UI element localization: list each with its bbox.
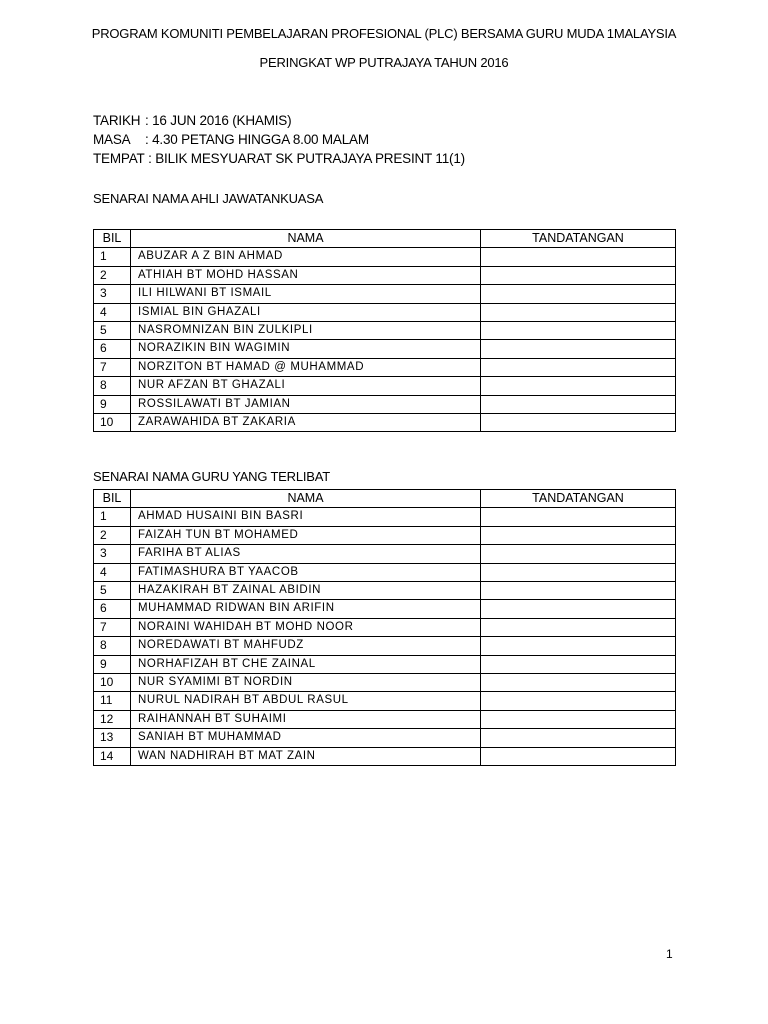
table-row bbox=[94, 637, 676, 655]
signature-cell[interactable] bbox=[481, 729, 676, 747]
member-name: RAIHANNAH BT SUHAIMI bbox=[131, 710, 481, 728]
table-row bbox=[94, 692, 676, 710]
member-name: ILI HILWANI BT ISMAIL bbox=[131, 285, 481, 303]
time-line bbox=[93, 132, 369, 147]
row-number: 12 bbox=[94, 710, 131, 728]
row-number: 1 bbox=[94, 248, 131, 266]
date-line bbox=[93, 113, 291, 128]
signature-cell[interactable] bbox=[481, 545, 676, 563]
column-header-bil: BIL bbox=[94, 230, 131, 248]
row-number: 5 bbox=[94, 582, 131, 600]
row-number: 9 bbox=[94, 395, 131, 413]
signature-cell[interactable] bbox=[481, 692, 676, 710]
table-row bbox=[94, 600, 676, 618]
row-number: 3 bbox=[94, 285, 131, 303]
venue-label: TEMPAT bbox=[93, 151, 145, 166]
table-row bbox=[94, 340, 676, 358]
member-name: SANIAH BT MUHAMMAD bbox=[131, 729, 481, 747]
signature-cell[interactable] bbox=[481, 508, 676, 526]
signature-cell[interactable] bbox=[481, 395, 676, 413]
member-name: NUR AFZAN BT GHAZALI bbox=[131, 377, 481, 395]
table-row bbox=[94, 266, 676, 284]
row-number: 6 bbox=[94, 340, 131, 358]
signature-cell[interactable] bbox=[481, 637, 676, 655]
member-name: FATIMASHURA BT YAACOB bbox=[131, 563, 481, 581]
member-name: ABUZAR A Z BIN AHMAD bbox=[131, 248, 481, 266]
table-row bbox=[94, 710, 676, 728]
signature-cell[interactable] bbox=[481, 303, 676, 321]
row-number: 2 bbox=[94, 266, 131, 284]
signature-cell[interactable] bbox=[481, 285, 676, 303]
row-number: 10 bbox=[94, 674, 131, 692]
signature-cell[interactable] bbox=[481, 358, 676, 376]
row-number: 7 bbox=[94, 358, 131, 376]
page-number: 1 bbox=[666, 947, 673, 961]
venue-line bbox=[93, 151, 465, 166]
row-number: 1 bbox=[94, 508, 131, 526]
table-row bbox=[94, 285, 676, 303]
table-row bbox=[94, 303, 676, 321]
table-row bbox=[94, 545, 676, 563]
table-row bbox=[94, 358, 676, 376]
signature-cell[interactable] bbox=[481, 563, 676, 581]
row-number: 2 bbox=[94, 526, 131, 544]
document-subtitle: PERINGKAT WP PUTRAJAYA TAHUN 2016 bbox=[259, 55, 509, 70]
row-number: 11 bbox=[94, 692, 131, 710]
table-row bbox=[94, 563, 676, 581]
time-label: MASA bbox=[93, 132, 131, 147]
member-name: WAN NADHIRAH BT MAT ZAIN bbox=[131, 747, 481, 765]
date-label: TARIKH bbox=[93, 113, 141, 128]
table-header-row bbox=[94, 490, 676, 508]
document-title: PROGRAM KOMUNITI PEMBELAJARAN PROFESIONAL (PLC) BERSAMA GURU MUDA 1MALAYSIA bbox=[91, 26, 677, 41]
signature-cell[interactable] bbox=[481, 710, 676, 728]
member-name: MUHAMMAD RIDWAN BIN ARIFIN bbox=[131, 600, 481, 618]
row-number: 8 bbox=[94, 637, 131, 655]
table-row bbox=[94, 747, 676, 765]
column-header-nama: NAMA bbox=[131, 490, 481, 508]
member-name: NORAZIKIN BIN WAGIMIN bbox=[131, 340, 481, 358]
column-header-bil: BIL bbox=[94, 490, 131, 508]
row-number: 6 bbox=[94, 600, 131, 618]
member-name: FAIZAH TUN BT MOHAMED bbox=[131, 526, 481, 544]
table-row bbox=[94, 248, 676, 266]
member-name: NURUL NADIRAH BT ABDUL RASUL bbox=[131, 692, 481, 710]
signature-cell[interactable] bbox=[481, 747, 676, 765]
committee-table bbox=[93, 229, 676, 432]
signature-cell[interactable] bbox=[481, 674, 676, 692]
row-number: 13 bbox=[94, 729, 131, 747]
signature-cell[interactable] bbox=[481, 377, 676, 395]
signature-cell[interactable] bbox=[481, 655, 676, 673]
member-name: ZARAWAHIDA BT ZAKARIA bbox=[131, 414, 481, 432]
teachers-table bbox=[93, 489, 676, 766]
member-name: HAZAKIRAH BT ZAINAL ABIDIN bbox=[131, 582, 481, 600]
column-header-nama: NAMA bbox=[131, 230, 481, 248]
date-value: : 16 JUN 2016 (KHAMIS) bbox=[145, 113, 292, 128]
teachers-section-title: SENARAI NAMA GURU YANG TERLIBAT bbox=[93, 469, 331, 484]
signature-cell[interactable] bbox=[481, 266, 676, 284]
member-name: NORAINI WAHIDAH BT MOHD NOOR bbox=[131, 618, 481, 636]
member-name: ISMIAL BIN GHAZALI bbox=[131, 303, 481, 321]
table-row bbox=[94, 655, 676, 673]
signature-cell[interactable] bbox=[481, 340, 676, 358]
row-number: 10 bbox=[94, 414, 131, 432]
row-number: 4 bbox=[94, 563, 131, 581]
row-number: 8 bbox=[94, 377, 131, 395]
signature-cell[interactable] bbox=[481, 618, 676, 636]
signature-cell[interactable] bbox=[481, 600, 676, 618]
row-number: 3 bbox=[94, 545, 131, 563]
member-name: NORHAFIZAH BT CHE ZAINAL bbox=[131, 655, 481, 673]
table-header-row bbox=[94, 230, 676, 248]
table-row bbox=[94, 377, 676, 395]
column-header-tandatangan: TANDATANGAN bbox=[481, 490, 676, 508]
signature-cell[interactable] bbox=[481, 322, 676, 340]
signature-cell[interactable] bbox=[481, 582, 676, 600]
member-name: NUR SYAMIMI BT NORDIN bbox=[131, 674, 481, 692]
table-row bbox=[94, 729, 676, 747]
table-row bbox=[94, 395, 676, 413]
row-number: 9 bbox=[94, 655, 131, 673]
row-number: 14 bbox=[94, 747, 131, 765]
table-row bbox=[94, 582, 676, 600]
table-row bbox=[94, 322, 676, 340]
member-name: AHMAD HUSAINI BIN BASRI bbox=[131, 508, 481, 526]
committee-section-title: SENARAI NAMA AHLI JAWATANKUASA bbox=[93, 191, 324, 206]
signature-cell[interactable] bbox=[481, 414, 676, 432]
signature-cell[interactable] bbox=[481, 526, 676, 544]
member-name: ATHIAH BT MOHD HASSAN bbox=[131, 266, 481, 284]
time-value: : 4.30 PETANG HINGGA 8.00 MALAM bbox=[145, 132, 369, 147]
column-header-tandatangan: TANDATANGAN bbox=[481, 230, 676, 248]
table-row bbox=[94, 674, 676, 692]
table-row bbox=[94, 618, 676, 636]
member-name: ROSSILAWATI BT JAMIAN bbox=[131, 395, 481, 413]
row-number: 7 bbox=[94, 618, 131, 636]
member-name: NASROMNIZAN BIN ZULKIPLI bbox=[131, 322, 481, 340]
table-row bbox=[94, 508, 676, 526]
table-row bbox=[94, 414, 676, 432]
row-number: 5 bbox=[94, 322, 131, 340]
venue-value: : BILIK MESYUARAT SK PUTRAJAYA PRESINT 11(1) bbox=[148, 151, 465, 166]
member-name: NORZITON BT HAMAD @ MUHAMMAD bbox=[131, 358, 481, 376]
table-row bbox=[94, 526, 676, 544]
signature-cell[interactable] bbox=[481, 248, 676, 266]
member-name: NOREDAWATI BT MAHFUDZ bbox=[131, 637, 481, 655]
member-name: FARIHA BT ALIAS bbox=[131, 545, 481, 563]
row-number: 4 bbox=[94, 303, 131, 321]
